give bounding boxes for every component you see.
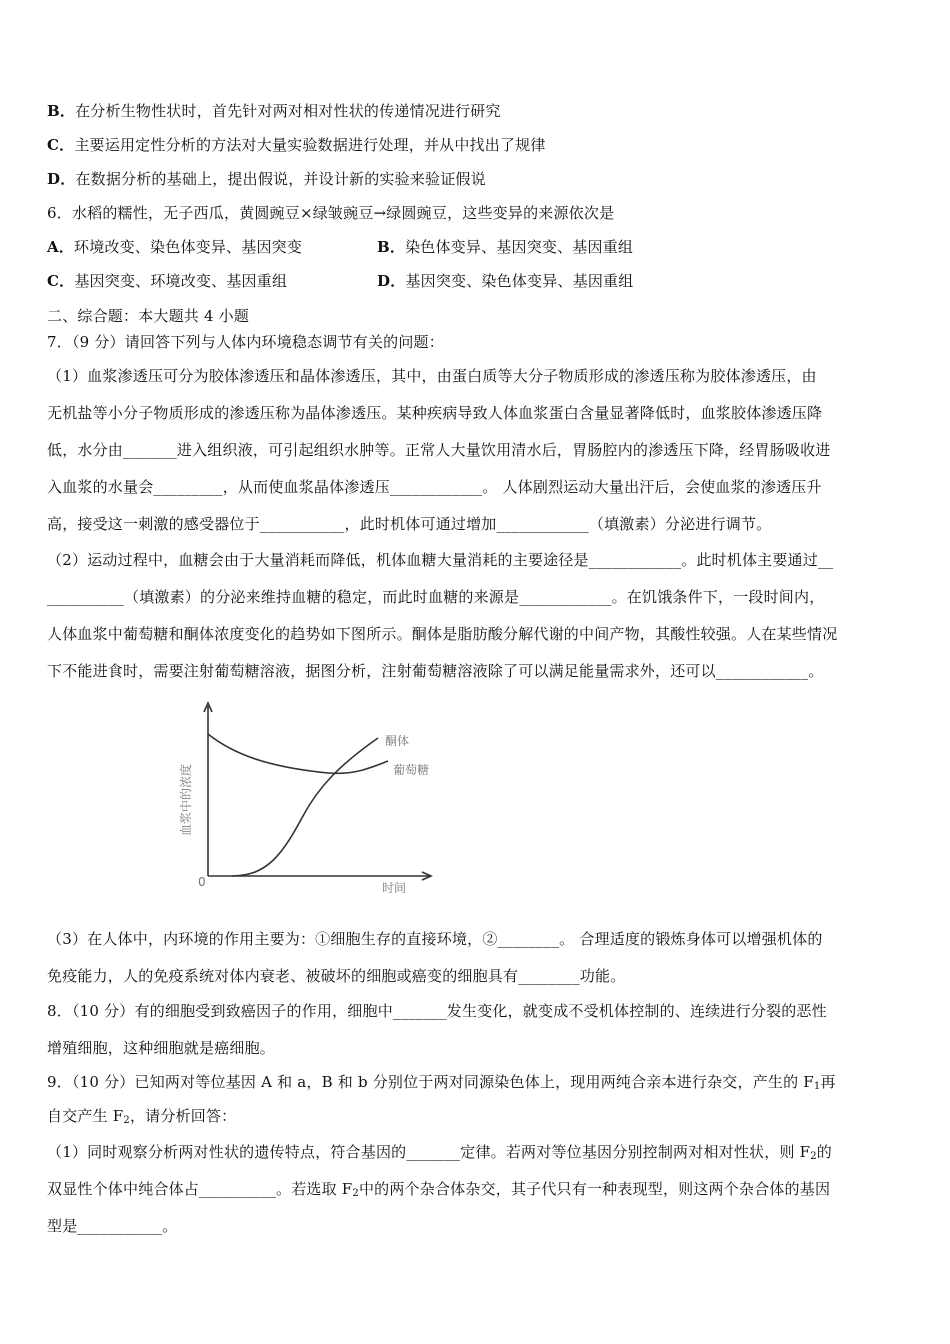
option-text: 染色体变异、基因突变、基因重组 [405,238,634,256]
text-run: 9．（10 分）已知两对等位基因 A 和 a，B 和 b 分别位于两对同源染色体上，现用两纯合亲本进行杂交，产生的 F [47,1073,814,1091]
series-glucose-curve [208,734,388,773]
question-6-options-cd [47,271,917,291]
question-7-stem: 7．（9 分）请回答下列与人体内环境稳态调节有关的问题： [47,333,444,351]
paragraph-line: 低，水分由_______进入组织液，可引起组织水肿等。正常人大量饮用清水后，胃肠腔内的渗透压下降，经胃肠吸收进 [47,441,831,459]
question-9-stem [47,1072,917,1092]
paragraph-line: 人体血浆中葡萄糖和酮体浓度变化的趋势如下图所示。酮体是脂肪酸分解代谢的中间产物，其酸性较强。人在某些情况 [47,625,838,643]
option-text: 在分析生物性状时，首先针对两对相对性状的传递情况进行研究 [75,102,501,120]
option-text: 主要运用定性分析的方法对大量实验数据进行处理，并从中找出了规律 [74,136,546,154]
option-c-line [47,135,917,155]
question-8-line: 增殖细胞，这种细胞就是癌细胞。 [47,1039,276,1057]
option-text: 在数据分析的基础上，提出假说，并设计新的实验来验证假说 [75,170,486,188]
text-run: 双显性个体中纯合体占__________。若选取 F [47,1180,353,1198]
origin-label: 0 [198,875,206,889]
option-text: 基因突变、染色体变异、基因重组 [405,272,634,290]
paragraph-line [47,1179,917,1199]
paragraph-line: 高，接受这一刺激的感受器位于___________，此时机体可通过增加____________（填激素）分泌进行调节。 [47,515,772,533]
x-axis-label: 时间 [382,881,407,895]
paragraph-line: （3）在人体中，内环境的作用主要为：①细胞生存的直接环境，②________。 合理适度的锻炼身体可以增强机体的 [47,930,823,948]
paragraph-line: （1）血浆渗透压可分为胶体渗透压和晶体渗透压，其中，由蛋白质等大分子物质形成的渗透压称为胶体渗透压，由 [47,367,817,385]
paragraph-line: 下不能进食时，需要注射葡萄糖溶液，据图分析，注射葡萄糖溶液除了可以满足能量需求外，还可以____________。 [47,662,824,680]
text-run: ，请分析回答： [129,1107,237,1125]
text-run: 中的两个杂合体杂交，其子代只有一种表现型，则这两个杂合体的基因 [358,1180,831,1198]
option-letter: C． [47,136,75,154]
text-run: （1）同时观察分析两对性状的遗传特点，符合基因的_______定律。若两对等位基因分别控制两对相对性状，则 F [47,1143,811,1161]
option-letter: B． [377,238,406,256]
subscript: 2 [352,1188,359,1199]
question-6-options-ab [47,237,917,257]
text-run: 再 [820,1073,836,1091]
question-6-stem: 6．水稻的糯性，无子西瓜，黄圆豌豆×绿皱豌豆→绿圆豌豆，这些变异的来源依次是 [47,204,615,222]
y-axis-label: 血浆中的浓度 [179,763,193,836]
option-letter: D． [377,272,406,290]
option-letter: C． [47,272,75,290]
series-label-ketone: 酮体 [385,734,410,748]
paragraph-line: 型是___________。 [47,1217,178,1235]
subscript: 2 [123,1115,130,1126]
series-label-glucose: 葡萄糖 [393,763,430,777]
paragraph-line: __________（填激素）的分泌来维持血糖的稳定，而此时血糖的来源是____________。在饥饿条件下，一段时间内， [47,588,825,606]
paragraph-line: 入血浆的水量会_________，从而使血浆晶体渗透压____________。 人体剧烈运动大量出汗后，会使血浆的渗透压升 [47,478,822,496]
concentration-graph [179,698,448,898]
subscript: 2 [810,1151,817,1162]
option-text: 基因突变、环境改变、基因重组 [74,272,288,290]
text-run: 的 [816,1143,832,1161]
subscript: 1 [813,1081,821,1092]
paragraph-line [47,1142,917,1162]
section-heading: 二、综合题：本大题共 4 小题 [47,307,250,325]
option-text: 环境改变、染色体变异、基因突变 [74,238,303,256]
paragraph-line: 免疫能力，人的免疫系统对体内衰老、被破坏的细胞或癌变的细胞具有________功能。 [47,967,626,985]
option-letter: A． [47,238,75,256]
option-b-line [47,101,917,121]
paragraph-line: （2）运动过程中，血糖会由于大量消耗而降低，机体血糖大量消耗的主要途径是____________。此时机体主要通过__ [47,551,834,569]
question-9-stem [47,1106,917,1126]
paragraph-line: 无机盐等小分子物质形成的渗透压称为晶体渗透压。某种疾病导致人体血浆蛋白含量显著降低时，血浆胶体渗透压降 [47,404,823,422]
option-letter: D． [47,170,76,188]
question-8-line: 8．（10 分）有的细胞受到致癌因子的作用，细胞中_______发生变化，就变成不受机体控制的、连续进行分裂的恶性 [47,1002,827,1020]
text-run: 自交产生 F [47,1107,124,1125]
option-letter: B． [47,102,76,120]
option-d-line [47,169,917,189]
